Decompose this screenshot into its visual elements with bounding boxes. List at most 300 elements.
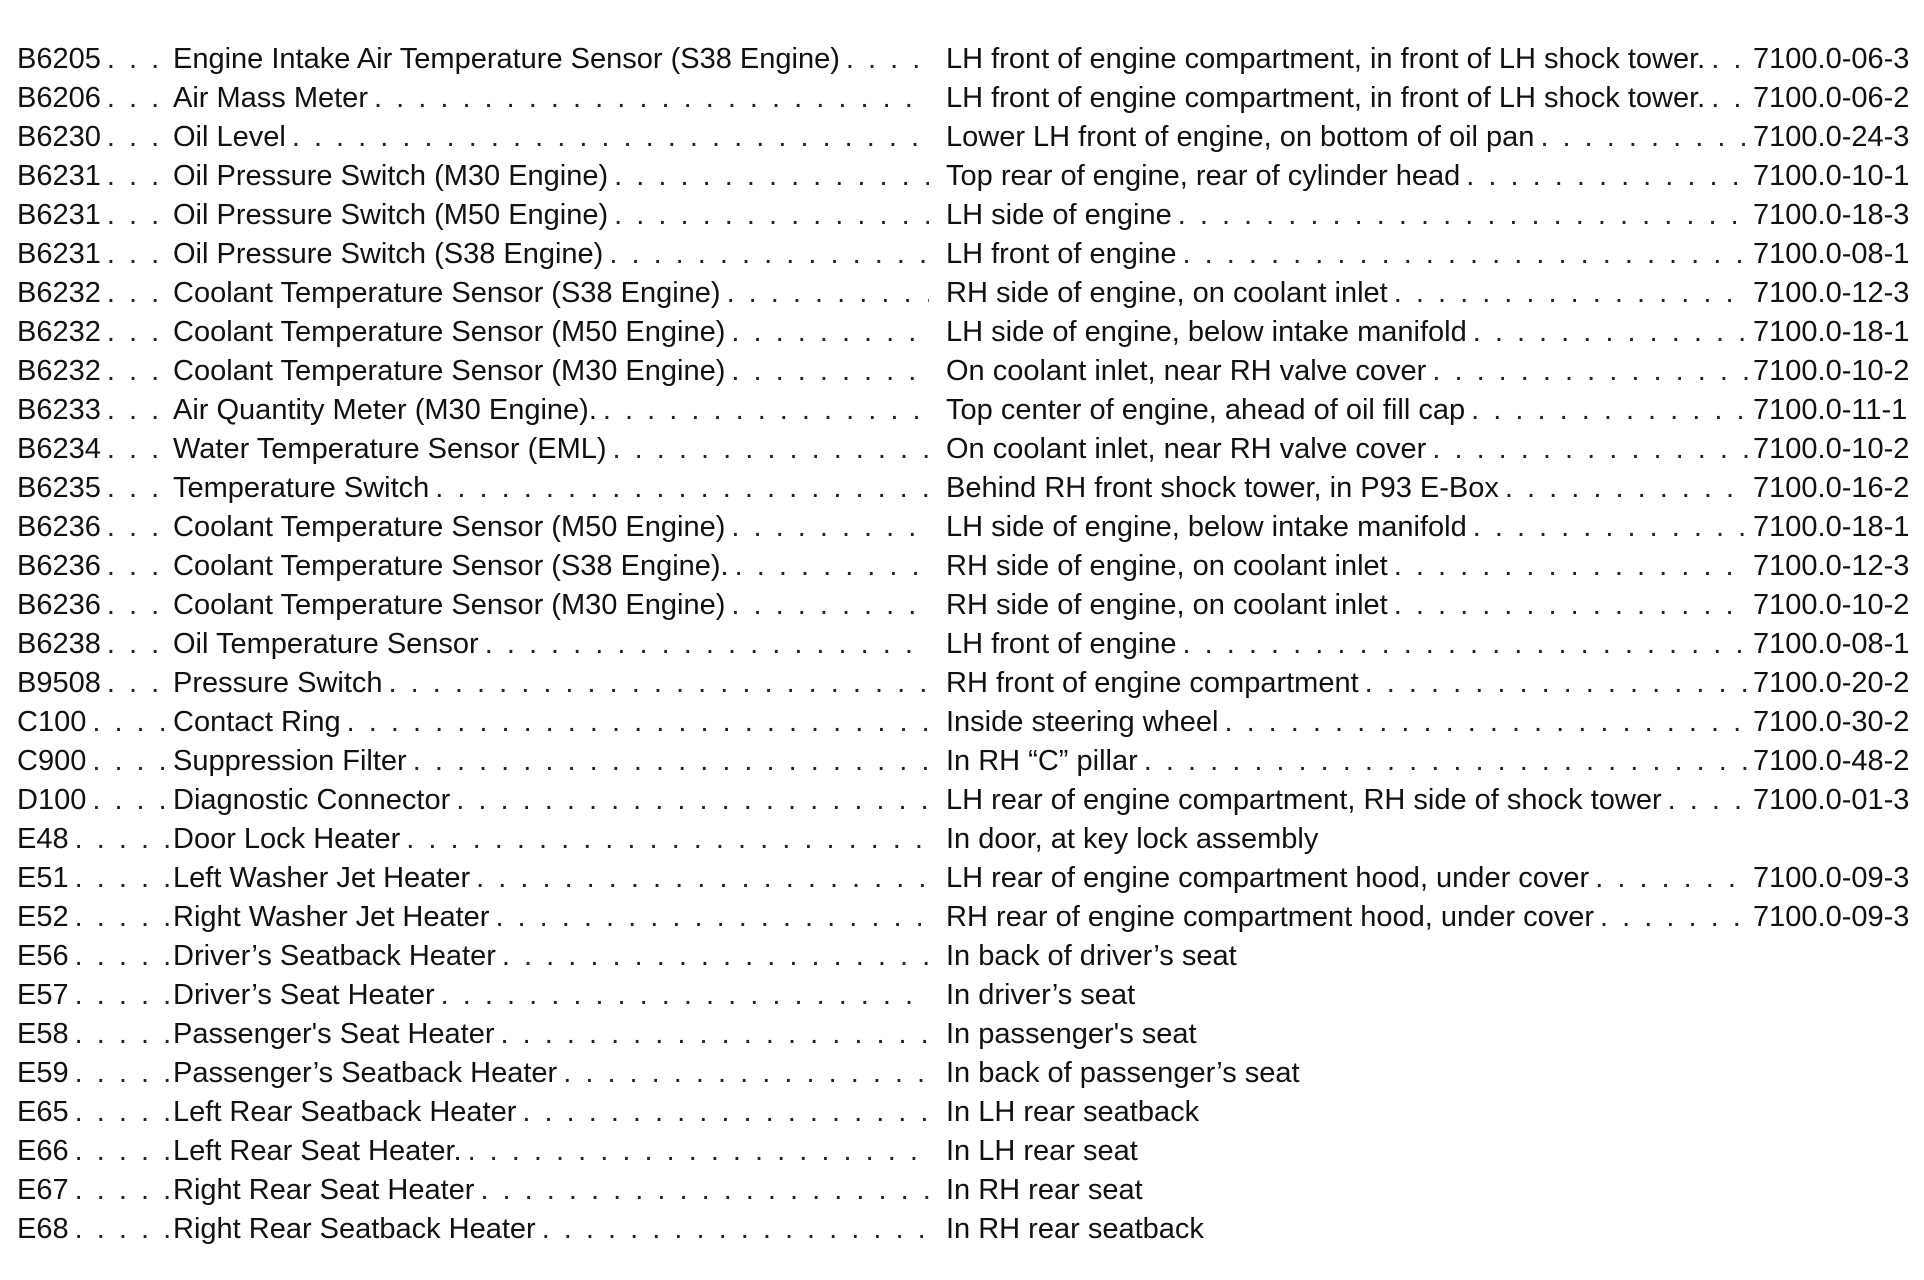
component-code-cell — [17, 937, 172, 976]
component-location-cell — [946, 937, 1750, 976]
dot-leader — [1218, 703, 1750, 742]
component-code-text: B6236 — [17, 550, 101, 582]
component-location-text: In door, at key lock assembly — [946, 823, 1319, 855]
dot-leader — [725, 586, 929, 625]
table-row — [0, 469, 1924, 508]
component-code-text: E59 — [17, 1057, 69, 1089]
table-row — [0, 430, 1924, 469]
dot-leader — [429, 469, 929, 508]
component-location-text: On coolant inlet, near RH valve cover — [946, 433, 1427, 465]
component-description-cell — [173, 352, 929, 391]
dot-leader — [341, 703, 929, 742]
component-code-cell — [17, 1054, 172, 1093]
dot-leader — [1177, 625, 1750, 664]
dot-leader — [69, 976, 172, 1015]
component-description-text: Driver’s Seatback Heater — [173, 940, 496, 972]
component-location-text: On coolant inlet, near RH valve cover — [946, 355, 1427, 387]
reference-number-cell — [1753, 469, 1918, 508]
component-description-cell — [173, 235, 929, 274]
reference-number-cell — [1753, 118, 1918, 157]
component-code-text: B6231 — [17, 160, 101, 192]
component-location-cell — [946, 703, 1750, 742]
component-description-cell — [173, 820, 929, 859]
component-code-text: B6230 — [17, 121, 101, 153]
dot-leader — [608, 196, 929, 235]
dot-leader — [101, 391, 172, 430]
component-location-text: RH front of engine compartment — [946, 667, 1359, 699]
reference-number-text: 7100.0-10-2 — [1753, 589, 1910, 621]
component-location-text: LH front of engine compartment, in front of LH shock tower. — [946, 43, 1706, 75]
component-description-text: Passenger’s Seatback Heater — [173, 1057, 558, 1089]
component-code-cell — [17, 781, 172, 820]
component-code-text: B6232 — [17, 355, 101, 387]
component-description-text: Coolant Temperature Sensor (M30 Engine) — [173, 589, 726, 621]
component-description-cell — [173, 703, 929, 742]
component-description-text: Suppression Filter — [173, 745, 407, 777]
component-description-text: Oil Temperature Sensor — [173, 628, 479, 660]
component-code-cell — [17, 625, 172, 664]
table-row — [0, 79, 1924, 118]
dot-leader — [1499, 469, 1750, 508]
reference-number-text: 7100.0-48-2 — [1753, 745, 1910, 777]
component-code-text: B6236 — [17, 511, 101, 543]
component-location-text: LH front of engine compartment, in front of LH shock tower. — [946, 82, 1706, 114]
table-row — [0, 391, 1924, 430]
component-description-cell — [173, 1093, 929, 1132]
dot-leader — [101, 352, 172, 391]
component-code-cell — [17, 742, 172, 781]
component-code-text: C100 — [17, 706, 87, 738]
component-description-cell — [173, 391, 929, 430]
component-code-text: B6206 — [17, 82, 101, 114]
component-code-text: E58 — [17, 1018, 69, 1050]
dot-leader — [1138, 742, 1750, 781]
component-description-cell — [173, 157, 929, 196]
component-location-text: In back of driver’s seat — [946, 940, 1237, 972]
reference-number-text: 7100.0-08-1 — [1753, 238, 1910, 270]
component-description-text: Air Quantity Meter (M30 Engine). — [173, 394, 597, 426]
component-location-cell — [946, 1132, 1750, 1171]
table-row — [0, 313, 1924, 352]
reference-number-text: 7100.0-10-1 — [1753, 160, 1910, 192]
dot-leader — [495, 1015, 930, 1054]
component-location-text: LH rear of engine compartment hood, under cover — [946, 862, 1590, 894]
component-location-cell — [946, 235, 1750, 274]
component-code-text: E51 — [17, 862, 69, 894]
component-location-cell — [946, 40, 1750, 79]
dot-leader — [1177, 235, 1750, 274]
component-location-text: In RH “C” pillar — [946, 745, 1138, 777]
component-location-text: RH side of engine, on coolant inlet — [946, 277, 1388, 309]
reference-number-text: 7100.0-08-1 — [1753, 628, 1910, 660]
component-description-cell — [173, 508, 929, 547]
component-description-cell — [173, 664, 929, 703]
component-location-cell — [946, 118, 1750, 157]
table-row — [0, 1132, 1924, 1171]
reference-number-cell — [1753, 781, 1918, 820]
component-description-cell — [173, 118, 929, 157]
reference-number-text: 7100.0-09-3 — [1753, 901, 1910, 933]
component-location-text: Behind RH front shock tower, in P93 E-Box — [946, 472, 1499, 504]
component-code-cell — [17, 1171, 172, 1210]
reference-number-cell — [1753, 898, 1918, 937]
component-description-text: Engine Intake Air Temperature Sensor (S38 Engine) — [173, 43, 840, 75]
reference-number-cell — [1753, 625, 1918, 664]
component-description-text: Right Washer Jet Heater — [173, 901, 490, 933]
component-code-text: B6234 — [17, 433, 101, 465]
table-row — [0, 1210, 1924, 1249]
component-code-cell — [17, 1210, 172, 1249]
table-row — [0, 1015, 1924, 1054]
dot-leader — [725, 352, 929, 391]
dot-leader — [86, 742, 172, 781]
table-row — [0, 352, 1924, 391]
component-code-text: E65 — [17, 1096, 69, 1128]
component-code-cell — [17, 703, 172, 742]
reference-number-text: 7100.0-12-3 — [1753, 277, 1910, 309]
reference-number-cell — [1753, 820, 1918, 859]
component-description-cell — [173, 79, 929, 118]
table-row — [0, 664, 1924, 703]
reference-number-cell — [1753, 742, 1918, 781]
component-code-cell — [17, 1015, 172, 1054]
component-location-cell — [946, 313, 1750, 352]
dot-leader — [1705, 79, 1750, 118]
dot-leader — [286, 118, 929, 157]
component-description-cell — [173, 937, 929, 976]
dot-leader — [400, 820, 929, 859]
table-row — [0, 196, 1924, 235]
component-code-cell — [17, 820, 172, 859]
component-location-cell — [946, 898, 1750, 937]
component-description-cell — [173, 586, 929, 625]
component-description-cell — [173, 1171, 929, 1210]
reference-number-cell — [1753, 1171, 1918, 1210]
component-description-cell — [173, 196, 929, 235]
reference-number-cell — [1753, 976, 1918, 1015]
component-code-text: E67 — [17, 1174, 69, 1206]
component-code-text: B6236 — [17, 589, 101, 621]
component-description-text: Passenger's Seat Heater — [173, 1018, 495, 1050]
component-code-cell — [17, 118, 172, 157]
component-location-cell — [946, 391, 1750, 430]
component-description-cell — [173, 625, 929, 664]
component-location-cell — [946, 976, 1750, 1015]
component-code-cell — [17, 157, 172, 196]
component-description-cell — [173, 430, 929, 469]
dot-leader — [407, 742, 929, 781]
component-location-cell — [946, 157, 1750, 196]
dot-leader — [101, 313, 172, 352]
component-description-text: Left Washer Jet Heater — [173, 862, 471, 894]
component-description-text: Right Rear Seatback Heater — [173, 1213, 536, 1245]
component-code-cell — [17, 664, 172, 703]
table-row — [0, 898, 1924, 937]
component-description-text: Driver’s Seat Heater — [173, 979, 435, 1011]
component-code-cell — [17, 859, 172, 898]
reference-number-cell — [1753, 313, 1918, 352]
component-location-text: In LH rear seatback — [946, 1096, 1200, 1128]
table-row — [0, 274, 1924, 313]
component-description-cell — [173, 469, 929, 508]
reference-number-cell — [1753, 40, 1918, 79]
component-location-cell — [946, 430, 1750, 469]
dot-leader — [1388, 586, 1750, 625]
component-location-text: In RH rear seat — [946, 1174, 1143, 1206]
dot-leader — [450, 781, 929, 820]
component-code-text: B6205 — [17, 43, 101, 75]
reference-number-text: 7100.0-01-3 — [1753, 784, 1910, 816]
dot-leader — [69, 1015, 172, 1054]
component-code-cell — [17, 469, 172, 508]
table-row — [0, 937, 1924, 976]
dot-leader — [101, 235, 172, 274]
component-description-text: Door Lock Heater — [173, 823, 401, 855]
reference-number-cell — [1753, 547, 1918, 586]
dot-leader — [101, 118, 172, 157]
dot-leader — [101, 196, 172, 235]
component-description-text: Temperature Switch — [173, 472, 430, 504]
reference-number-text: 7100.0-06-3 — [1753, 43, 1910, 75]
table-row — [0, 1093, 1924, 1132]
component-description-text: Water Temperature Sensor (EML) — [173, 433, 607, 465]
component-code-text: E56 — [17, 940, 69, 972]
component-code-cell — [17, 196, 172, 235]
component-description-text: Coolant Temperature Sensor (S38 Engine). — [173, 550, 729, 582]
reference-number-text: 7100.0-12-3 — [1753, 550, 1910, 582]
component-description-cell — [173, 40, 929, 79]
component-code-text: B6231 — [17, 199, 101, 231]
table-row — [0, 625, 1924, 664]
dot-leader — [470, 859, 929, 898]
component-code-text: B6232 — [17, 316, 101, 348]
reference-number-cell — [1753, 937, 1918, 976]
component-description-cell — [173, 976, 929, 1015]
component-description-cell — [173, 742, 929, 781]
dot-leader — [101, 274, 172, 313]
reference-number-cell — [1753, 235, 1918, 274]
dot-leader — [729, 547, 929, 586]
component-location-cell — [946, 1054, 1750, 1093]
reference-number-cell — [1753, 586, 1918, 625]
reference-number-text: 7100.0-18-1 — [1753, 316, 1910, 348]
table-row — [0, 703, 1924, 742]
dot-leader — [86, 781, 172, 820]
reference-number-cell — [1753, 157, 1918, 196]
reference-number-text: 7100.0-16-2 — [1753, 472, 1910, 504]
dot-leader — [725, 313, 929, 352]
component-code-cell — [17, 898, 172, 937]
dot-leader — [474, 1171, 929, 1210]
component-location-text: In driver’s seat — [946, 979, 1136, 1011]
component-location-cell — [946, 820, 1750, 859]
component-location-text: In back of passenger’s seat — [946, 1057, 1300, 1089]
dot-leader — [368, 79, 929, 118]
table-row — [0, 586, 1924, 625]
reference-number-text: 7100.0-09-3 — [1753, 862, 1910, 894]
component-description-cell — [173, 1054, 929, 1093]
component-description-text: Left Rear Seatback Heater — [173, 1096, 517, 1128]
dot-leader — [1705, 40, 1750, 79]
reference-number-cell — [1753, 1132, 1918, 1171]
component-code-cell — [17, 508, 172, 547]
component-location-cell — [946, 1015, 1750, 1054]
table-row — [0, 859, 1924, 898]
dot-leader — [1359, 664, 1750, 703]
reference-number-text: 7100.0-30-2 — [1753, 706, 1910, 738]
dot-leader — [496, 937, 929, 976]
component-description-cell — [173, 859, 929, 898]
component-location-cell — [946, 1210, 1750, 1249]
dot-leader — [1426, 352, 1750, 391]
reference-number-cell — [1753, 508, 1918, 547]
component-description-text: Coolant Temperature Sensor (M30 Engine) — [173, 355, 726, 387]
component-code-cell — [17, 352, 172, 391]
dot-leader — [725, 508, 929, 547]
dot-leader — [1465, 391, 1750, 430]
component-description-text: Coolant Temperature Sensor (S38 Engine) — [173, 277, 721, 309]
component-description-cell — [173, 1210, 929, 1249]
dot-leader — [516, 1093, 929, 1132]
table-row — [0, 118, 1924, 157]
dot-leader — [1172, 196, 1750, 235]
reference-number-cell — [1753, 352, 1918, 391]
reference-number-cell — [1753, 1015, 1918, 1054]
dot-leader — [69, 1093, 172, 1132]
dot-leader — [489, 898, 929, 937]
dot-leader — [435, 976, 929, 1015]
component-location-cell — [946, 1171, 1750, 1210]
component-description-cell — [173, 781, 929, 820]
reference-number-cell — [1753, 664, 1918, 703]
dot-leader — [101, 40, 172, 79]
component-location-text: LH side of engine — [946, 199, 1172, 231]
component-location-cell — [946, 274, 1750, 313]
dot-leader — [1388, 274, 1750, 313]
dot-leader — [1594, 898, 1750, 937]
dot-leader — [69, 1054, 172, 1093]
component-location-cell — [946, 742, 1750, 781]
component-description-text: Oil Pressure Switch (M30 Engine) — [173, 160, 609, 192]
component-location-cell — [946, 664, 1750, 703]
dot-leader — [69, 1171, 172, 1210]
reference-number-cell — [1753, 1210, 1918, 1249]
table-row — [0, 976, 1924, 1015]
component-code-cell — [17, 1132, 172, 1171]
component-code-text: E48 — [17, 823, 69, 855]
dot-leader — [101, 157, 172, 196]
component-description-cell — [173, 274, 929, 313]
dot-leader — [608, 157, 929, 196]
component-location-cell — [946, 79, 1750, 118]
component-location-cell — [946, 547, 1750, 586]
component-description-text: Oil Pressure Switch (S38 Engine) — [173, 238, 604, 270]
component-description-text: Coolant Temperature Sensor (M50 Engine) — [173, 316, 726, 348]
reference-number-cell — [1753, 79, 1918, 118]
component-code-text: E66 — [17, 1135, 69, 1167]
component-code-text: E57 — [17, 979, 69, 1011]
dot-leader — [1589, 859, 1750, 898]
component-description-cell — [173, 313, 929, 352]
dot-leader — [536, 1210, 929, 1249]
component-code-text: B6232 — [17, 277, 101, 309]
dot-leader — [101, 547, 172, 586]
dot-leader — [69, 1210, 172, 1249]
reference-number-cell — [1753, 391, 1918, 430]
table-row — [0, 40, 1924, 79]
reference-number-cell — [1753, 1054, 1918, 1093]
dot-leader — [557, 1054, 929, 1093]
table-row — [0, 157, 1924, 196]
table-row — [0, 742, 1924, 781]
component-description-text: Diagnostic Connector — [173, 784, 451, 816]
component-location-cell — [946, 781, 1750, 820]
component-location-text: RH rear of engine compartment hood, under cover — [946, 901, 1595, 933]
dot-leader — [603, 235, 929, 274]
dot-leader — [1388, 547, 1750, 586]
dot-leader — [1426, 430, 1750, 469]
dot-leader — [1662, 781, 1750, 820]
component-description-cell — [173, 1015, 929, 1054]
component-code-cell — [17, 274, 172, 313]
component-code-cell — [17, 547, 172, 586]
reference-number-cell — [1753, 196, 1918, 235]
dot-leader — [1467, 313, 1750, 352]
component-code-text: B6235 — [17, 472, 101, 504]
component-location-cell — [946, 196, 1750, 235]
table-row — [0, 508, 1924, 547]
dot-leader — [86, 703, 172, 742]
reference-number-cell — [1753, 274, 1918, 313]
reference-number-text: 7100.0-11-1 — [1753, 394, 1908, 426]
component-code-text: E68 — [17, 1213, 69, 1245]
component-location-text: RH side of engine, on coolant inlet — [946, 589, 1388, 621]
dot-leader — [69, 859, 172, 898]
component-description-text: Air Mass Meter — [173, 82, 368, 114]
component-location-text: Inside steering wheel — [946, 706, 1219, 738]
component-location-text: LH side of engine, below intake manifold — [946, 511, 1467, 543]
component-description-text: Coolant Temperature Sensor (M50 Engine) — [173, 511, 726, 543]
component-code-cell — [17, 430, 172, 469]
component-code-cell — [17, 313, 172, 352]
component-location-text: LH side of engine, below intake manifold — [946, 316, 1467, 348]
table-row — [0, 547, 1924, 586]
component-location-text: In passenger's seat — [946, 1018, 1197, 1050]
reference-number-cell — [1753, 859, 1918, 898]
reference-number-cell — [1753, 703, 1918, 742]
dot-leader — [101, 469, 172, 508]
dot-leader — [101, 586, 172, 625]
component-location-text: In LH rear seat — [946, 1135, 1138, 1167]
reference-number-text: 7100.0-10-2 — [1753, 355, 1910, 387]
component-code-cell — [17, 586, 172, 625]
reference-number-text: 7100.0-20-2 — [1753, 667, 1910, 699]
component-location-table — [0, 40, 1924, 1249]
component-location-text: Lower LH front of engine, on bottom of oil pan — [946, 121, 1535, 153]
component-code-text: B9508 — [17, 667, 101, 699]
component-code-cell — [17, 40, 172, 79]
component-code-text: B6238 — [17, 628, 101, 660]
dot-leader — [101, 508, 172, 547]
component-description-text: Pressure Switch — [173, 667, 383, 699]
dot-leader — [69, 937, 172, 976]
component-code-cell — [17, 1093, 172, 1132]
component-location-text: Top rear of engine, rear of cylinder head — [946, 160, 1461, 192]
dot-leader — [1534, 118, 1750, 157]
component-description-text: Left Rear Seat Heater. — [173, 1135, 462, 1167]
dot-leader — [383, 664, 929, 703]
component-location-cell — [946, 469, 1750, 508]
